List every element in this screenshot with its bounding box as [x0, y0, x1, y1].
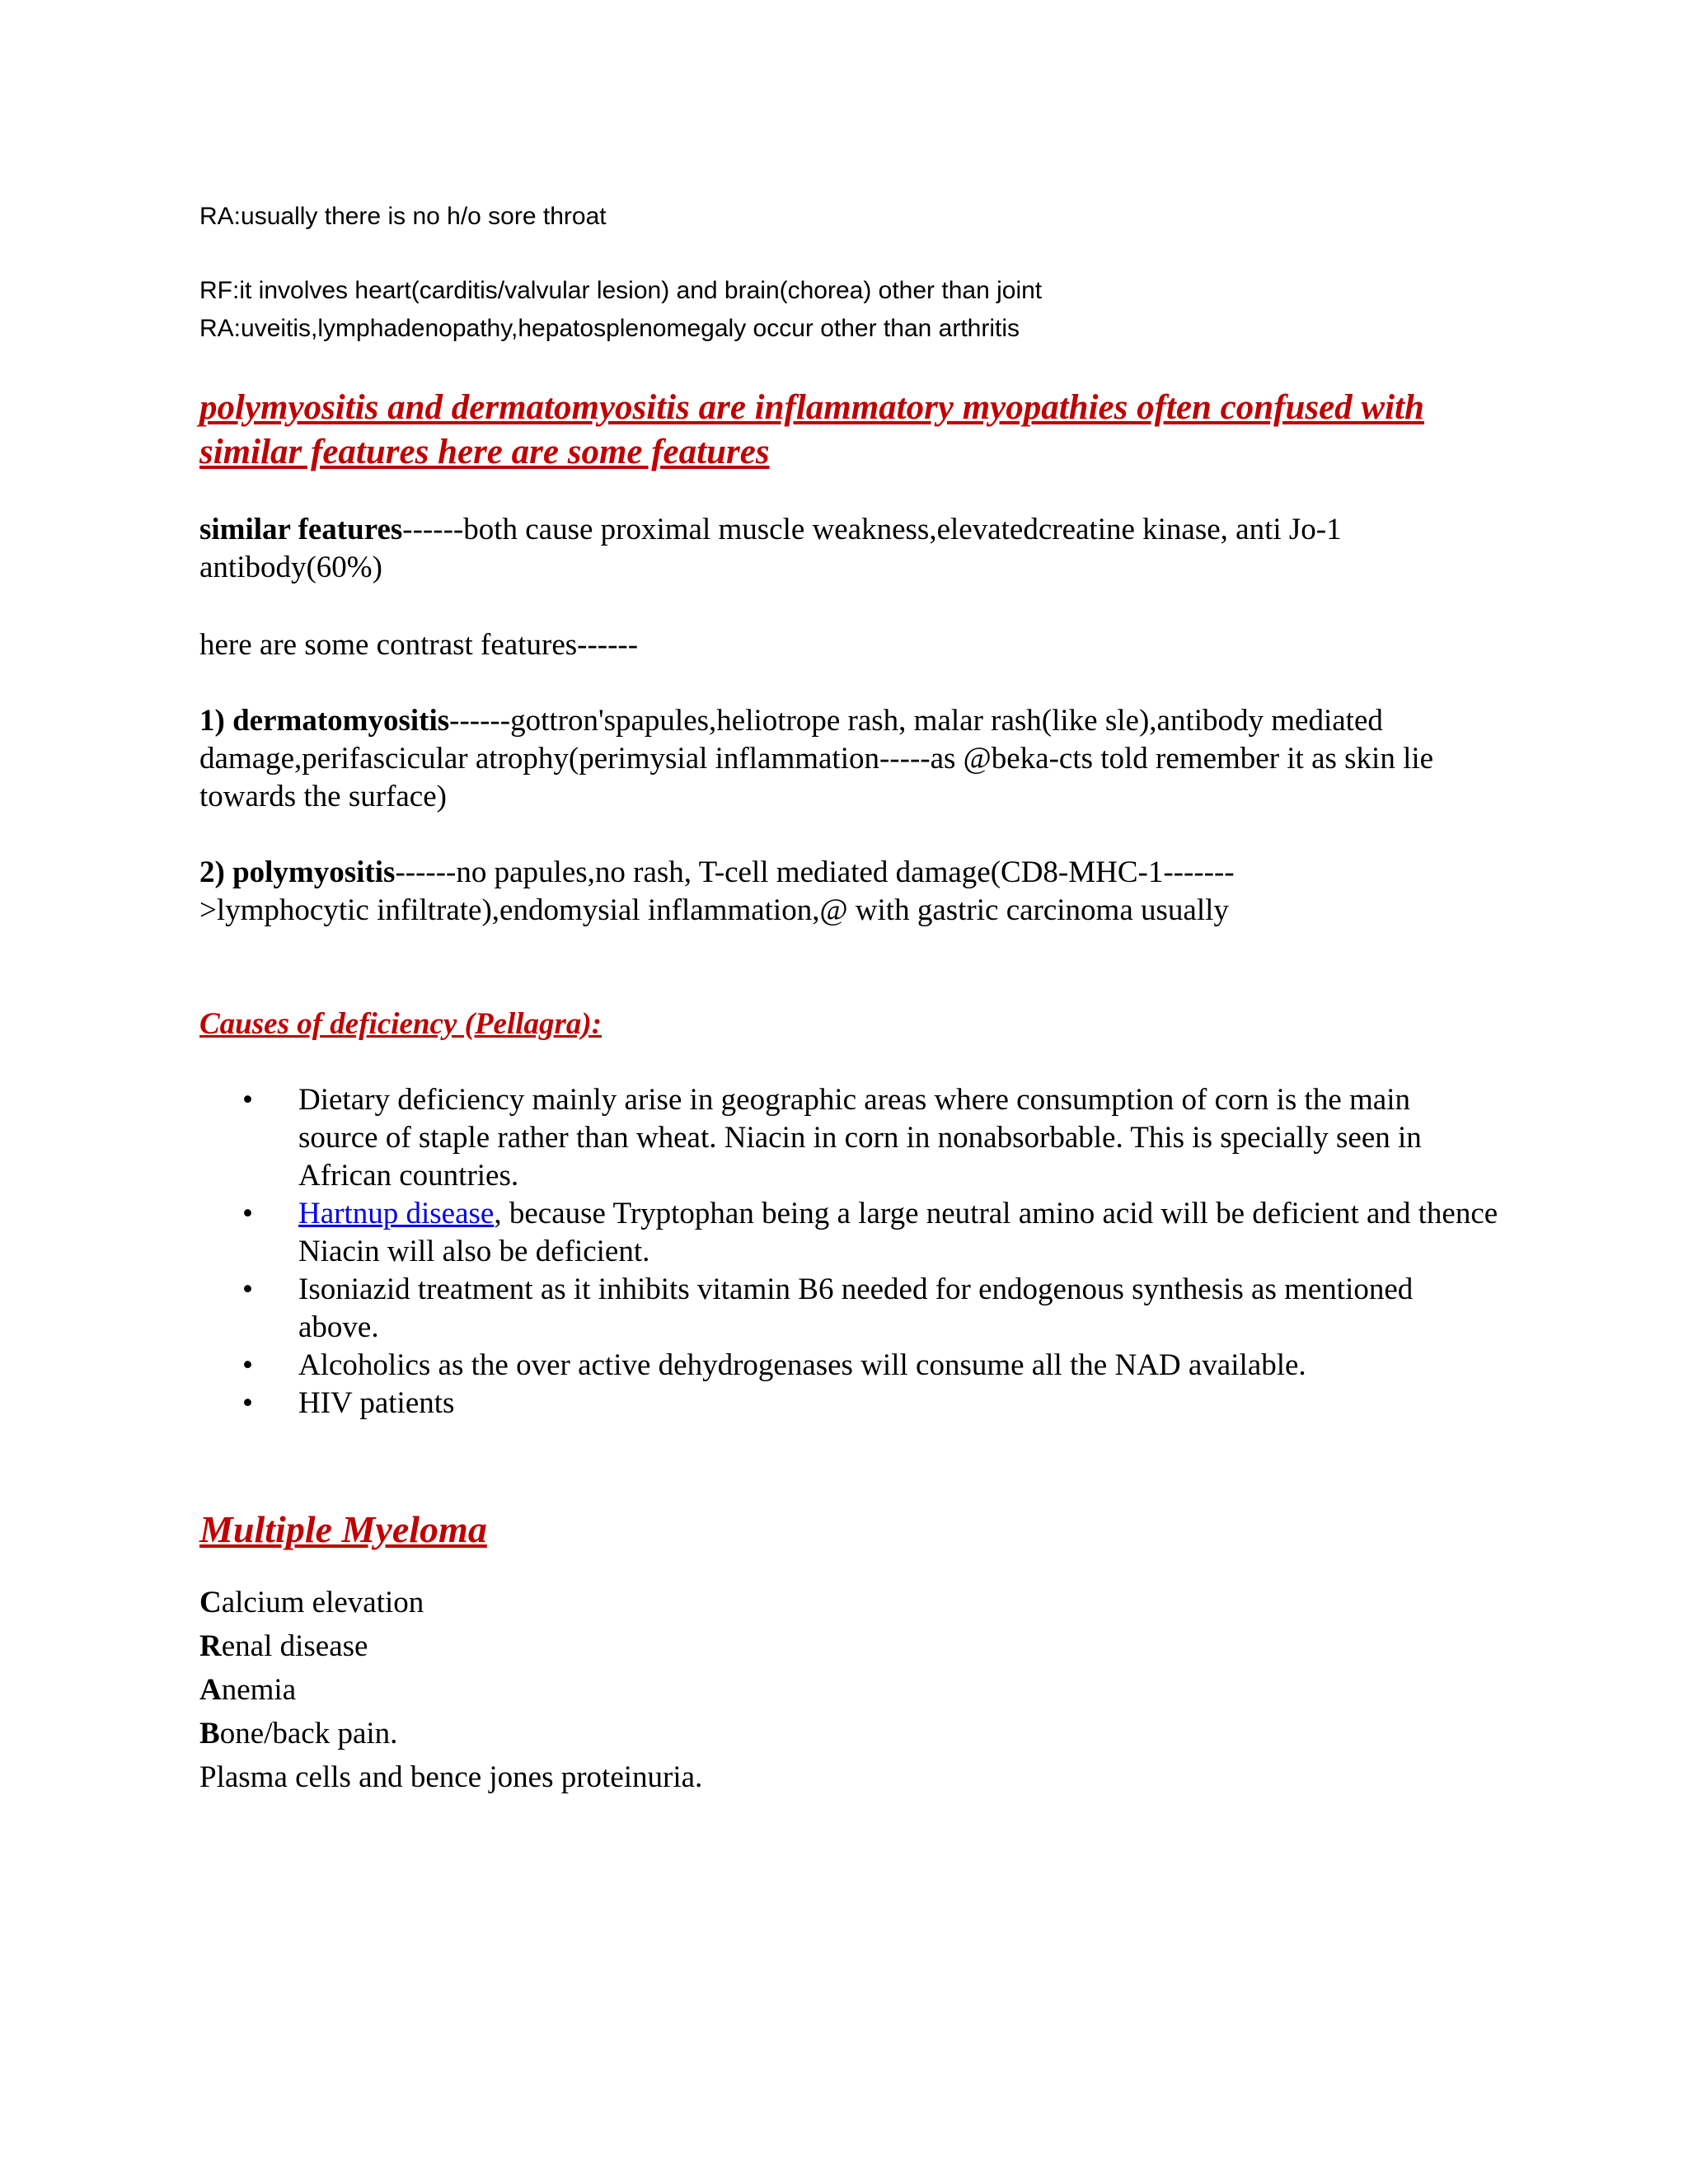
mnemonic-bone: [199, 1712, 702, 1755]
mnemonic-renal: [199, 1624, 702, 1668]
bullet-icon: •: [242, 1386, 253, 1420]
myositis-heading: polymyositis and dermatomyositis are inflammatory myopathies often confused with similar features here are some features: [199, 388, 1424, 471]
mnemonic-calcium: [199, 1581, 702, 1624]
list-item: [199, 1347, 1518, 1385]
hartnup-disease-link[interactable]: Hartnup disease: [298, 1197, 495, 1230]
plasma-cells-line: Plasma cells and bence jones proteinuria.: [199, 1760, 703, 1794]
similar-features-text: ------both cause proximal muscle weakness,elevatedcreatine kinase, anti Jo-1 antibody(60%): [199, 513, 1342, 584]
rf-involvement-line: RF:it involves heart(carditis/valvular lesion) and brain(chorea) other than joint: [199, 277, 1043, 304]
polymyositis-text: ------no papules,no rash, T-cell mediated damage(CD8-MHC-1------->lymphocytic infiltrate),endomysial inflammation,@ with gastric carcinoma usually: [199, 855, 1235, 927]
contrast-intro: here are some contrast features------: [199, 628, 639, 662]
bullet-icon: •: [242, 1348, 253, 1382]
cause-hartnup-text: , because Tryptophan being a large neutral amino acid will be deficient and thence Niacin will also be deficient.: [298, 1197, 1498, 1268]
mnemonic-letter: A: [199, 1673, 222, 1707]
list-item: [199, 1081, 1518, 1195]
polymyositis-paragraph: [199, 854, 1353, 930]
crab-mnemonic: [199, 1581, 702, 1799]
dermatomyositis-paragraph: [199, 702, 1493, 816]
list-item: [199, 1271, 1518, 1347]
cause-isoniazid: Isoniazid treatment as it inhibits vitamin B6 needed for endogenous synthesis as mentioned above.: [298, 1272, 1414, 1344]
similar-features-paragraph: [199, 511, 1485, 587]
cause-alcoholics: Alcoholics as the over active dehydrogenases will consume all the NAD available.: [298, 1348, 1306, 1382]
bullet-icon: •: [242, 1083, 253, 1117]
cause-dietary: Dietary deficiency mainly arise in geographic areas where consumption of corn is the main source of staple rather than wheat. Niacin in corn in nonabsorbable. This is specially seen in African countries.: [298, 1083, 1422, 1193]
mnemonic-text: one/back pain.: [219, 1717, 398, 1750]
mnemonic-letter: C: [199, 1586, 222, 1619]
similar-features-label: similar features: [199, 513, 403, 546]
list-item: [199, 1385, 1518, 1422]
mnemonic-letter: R: [199, 1629, 222, 1663]
pellagra-heading: Causes of deficiency (Pellagra):: [199, 1007, 603, 1041]
multiple-myeloma-heading: Multiple Myeloma: [199, 1508, 487, 1550]
mnemonic-anemia: [199, 1668, 702, 1712]
list-item: [199, 1195, 1518, 1271]
dermatomyositis-label: 1) dermatomyositis: [199, 704, 450, 738]
mnemonic-text: alcium elevation: [221, 1586, 424, 1619]
mnemonic-text: enal disease: [221, 1629, 368, 1663]
pellagra-causes-list: [199, 1081, 1518, 1422]
dermatomyositis-text: ------gottron'spapules,heliotrope rash, malar rash(like sle),antibody mediated damage,perifascicular atrophy(perimysial inflammation-----as @beka-cts told remember it as skin lie towards the surface): [199, 704, 1434, 813]
bullet-icon: •: [242, 1197, 253, 1230]
polymyositis-label: 2) polymyositis: [199, 855, 396, 889]
cause-hiv: HIV patients: [298, 1386, 455, 1420]
ra-sore-throat-line: RA:usually there is no h/o sore throat: [199, 203, 607, 230]
bullet-icon: •: [242, 1272, 253, 1306]
mnemonic-text: nemia: [221, 1673, 297, 1707]
ra-extra-articular-line: RA:uveitis,lymphadenopathy,hepatosplenomegaly occur other than arthritis: [199, 315, 1020, 342]
mnemonic-letter: B: [199, 1717, 220, 1750]
